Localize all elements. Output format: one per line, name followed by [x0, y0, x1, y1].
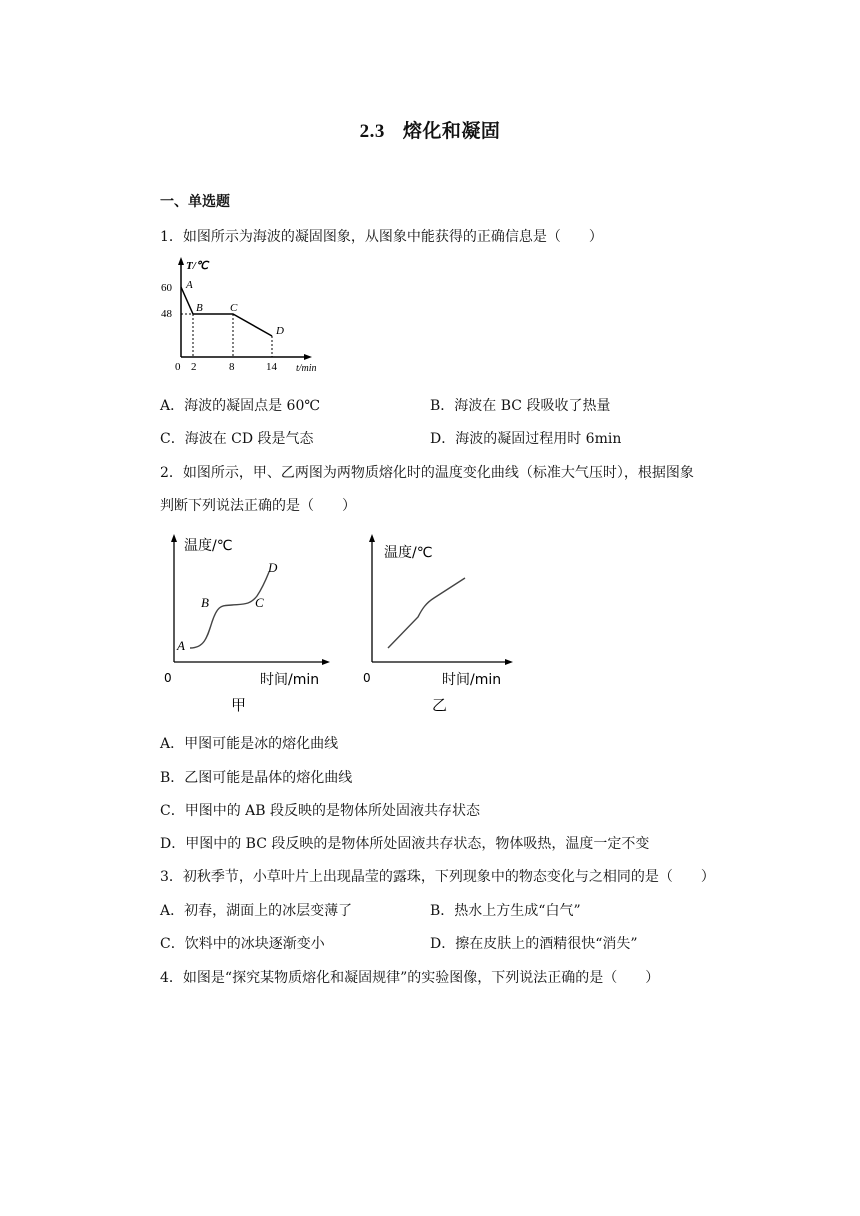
yi-ylabel: 温度/℃	[384, 545, 433, 561]
q1-option-b: B．海波在 BC 段吸收了热量	[430, 398, 611, 414]
section-number: 2.3	[359, 121, 385, 142]
page-title	[0, 116, 860, 143]
q2-stem-line2: 判断下列说法正确的是（ ）	[160, 498, 356, 514]
q3-option-d: D．擦在皮肤上的酒精很快“消失”	[430, 936, 638, 952]
jia-point-C: C	[255, 595, 264, 610]
q1-point-B: B	[196, 302, 203, 314]
jia-caption: 甲	[231, 696, 247, 714]
q1-point-D: D	[276, 325, 284, 337]
q1-y-arrow	[178, 257, 184, 265]
q3-option-b: B．热水上方生成“白气”	[430, 903, 581, 919]
jia-origin: 0	[164, 671, 172, 685]
yi-origin: 0	[363, 671, 371, 685]
q1-point-A: A	[186, 279, 193, 291]
q3-option-c: C．饮料中的冰块逐渐变小	[160, 936, 325, 952]
q1-x-arrow	[304, 354, 312, 360]
q1-ytick-60: 60	[161, 282, 172, 294]
q3-option-a: A．初春，湖面上的冰层变薄了	[160, 903, 353, 919]
q1-xtick-8: 8	[229, 361, 235, 373]
q1-point-C: C	[230, 302, 238, 314]
jia-point-B: B	[201, 595, 209, 610]
jia-point-A: A	[177, 638, 185, 653]
q2-option-d: D．甲图中的 BC 段反映的是物体所处固液共存状态，物体吸热，温度一定不变	[160, 836, 650, 852]
jia-ylabel: 温度/℃	[184, 538, 233, 554]
q1-figure	[160, 255, 320, 375]
q2-figure-yi	[358, 530, 528, 715]
q3-stem: 3．初秋季节，小草叶片上出现晶莹的露珠，下列现象中的物态变化与之相同的是（ ）	[160, 869, 715, 885]
q1-origin: 0	[175, 361, 181, 373]
q2-option-b: B．乙图可能是晶体的熔化曲线	[160, 770, 353, 786]
jia-curve	[190, 572, 269, 648]
q2-figure-jia	[160, 530, 340, 715]
yi-xlabel: 时间/min	[442, 672, 502, 688]
q2-option-c: C．甲图中的 AB 段反映的是物体所处固液共存状态	[160, 803, 481, 819]
jia-point-D: D	[268, 560, 278, 575]
q1-curve	[181, 287, 272, 336]
q2-option-a: A．甲图可能是冰的熔化曲线	[160, 736, 339, 752]
q1-option-d: D．海波的凝固过程用时 6min	[430, 431, 622, 447]
q1-xlabel: t/min	[296, 363, 317, 374]
q1-xtick-2: 2	[191, 361, 197, 373]
yi-y-arrow	[369, 534, 375, 542]
q2-stem-line1: 2．如图所示，甲、乙两图为两物质熔化时的温度变化曲线（标准大气压时），根据图象	[160, 465, 694, 481]
q1-option-c: C．海波在 CD 段是气态	[160, 431, 314, 447]
section-heading: 一、单选题	[160, 194, 230, 210]
yi-x-arrow	[505, 659, 513, 665]
q1-ytick-48: 48	[161, 308, 172, 320]
q4-stem: 4．如图是“探究某物质熔化和凝固规律”的实验图像，下列说法正确的是（ ）	[160, 970, 660, 986]
q1-ylabel: T/℃	[186, 260, 209, 272]
jia-xlabel: 时间/min	[260, 672, 320, 688]
yi-curve	[388, 578, 465, 648]
q1-xtick-14: 14	[266, 361, 277, 373]
jia-x-arrow	[322, 659, 330, 665]
yi-caption: 乙	[432, 696, 448, 714]
title-text: 熔化和凝固	[402, 120, 501, 142]
jia-y-arrow	[171, 534, 177, 542]
q1-stem: 1．如图所示为海波的凝固图象，从图象中能获得的正确信息是（ ）	[160, 229, 603, 245]
q1-option-a: A．海波的凝固点是 60℃	[160, 398, 321, 414]
